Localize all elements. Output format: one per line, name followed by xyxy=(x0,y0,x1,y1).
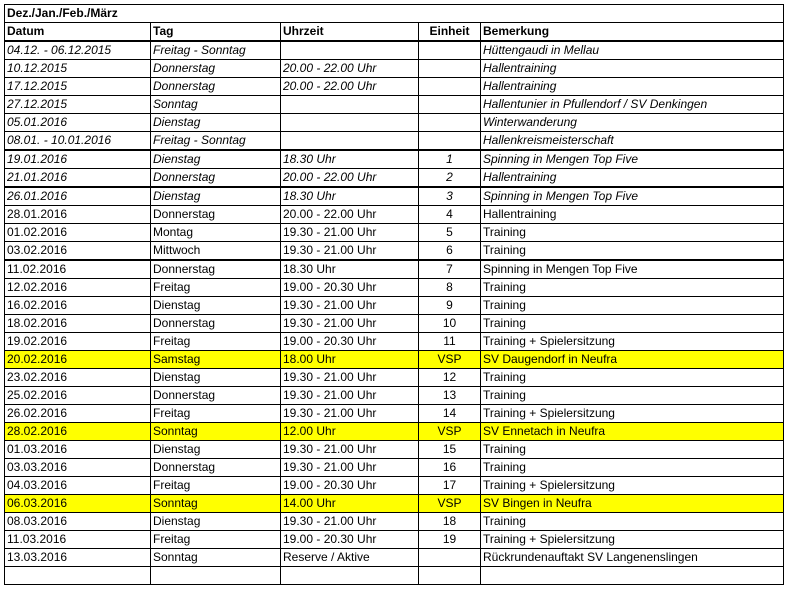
cell-bemerkung[interactable]: Training xyxy=(481,279,784,297)
header-bemerkung[interactable]: Bemerkung xyxy=(481,23,784,42)
cell-uhrzeit[interactable]: 19.30 - 21.00 Uhr xyxy=(281,369,419,387)
cell-einheit[interactable]: 17 xyxy=(419,477,481,495)
cell-bemerkung[interactable]: Training xyxy=(481,315,784,333)
cell-tag[interactable]: Freitag - Sonntag xyxy=(151,41,281,60)
cell-uhrzeit[interactable]: 19.00 - 20.30 Uhr xyxy=(281,333,419,351)
cell-bemerkung[interactable]: Training + Spielersitzung xyxy=(481,531,784,549)
cell-bemerkung[interactable]: Training xyxy=(481,369,784,387)
cell-tag[interactable]: Mittwoch xyxy=(151,242,281,261)
spreadsheet xyxy=(4,4,783,585)
cell-tag[interactable]: Dienstag xyxy=(151,150,281,169)
cell-uhrzeit[interactable]: 19.30 - 21.00 Uhr xyxy=(281,297,419,315)
cell-datum[interactable]: 17.12.2015 xyxy=(5,78,151,96)
cell-datum[interactable]: 11.02.2016 xyxy=(5,260,151,279)
cell-uhrzeit[interactable]: 19.30 - 21.00 Uhr xyxy=(281,387,419,405)
table-row xyxy=(5,351,784,369)
cell-tag[interactable]: Donnerstag xyxy=(151,78,281,96)
cell-einheit[interactable] xyxy=(419,60,481,78)
cell-einheit[interactable]: 15 xyxy=(419,441,481,459)
cell-tag[interactable]: Donnerstag xyxy=(151,459,281,477)
cell-tag[interactable]: Freitag xyxy=(151,279,281,297)
cell-uhrzeit[interactable]: 19.30 - 21.00 Uhr xyxy=(281,405,419,423)
cell-datum[interactable]: 13.03.2016 xyxy=(5,549,151,567)
cell-tag[interactable]: Donnerstag xyxy=(151,206,281,224)
cell-uhrzeit[interactable]: 18.30 Uhr xyxy=(281,150,419,169)
table-row xyxy=(5,279,784,297)
cell-uhrzeit[interactable]: 19.30 - 21.00 Uhr xyxy=(281,513,419,531)
cell-bemerkung[interactable]: Hallentraining xyxy=(481,78,784,96)
table-row xyxy=(5,477,784,495)
cell-einheit[interactable]: 1 xyxy=(419,150,481,169)
table-row xyxy=(5,60,784,78)
cell-tag[interactable]: Sonntag xyxy=(151,423,281,441)
cell-uhrzeit[interactable]: 18.00 Uhr xyxy=(281,351,419,369)
cell-einheit[interactable]: 6 xyxy=(419,242,481,261)
table-row xyxy=(5,441,784,459)
cell-tag[interactable]: Montag xyxy=(151,224,281,242)
cell-tag[interactable]: Sonntag xyxy=(151,495,281,513)
cell-datum[interactable]: 03.02.2016 xyxy=(5,242,151,261)
cell-tag[interactable]: Dienstag xyxy=(151,513,281,531)
cell-datum[interactable]: 11.03.2016 xyxy=(5,531,151,549)
cell-bemerkung[interactable]: Training xyxy=(481,459,784,477)
table-row xyxy=(5,206,784,224)
cell-uhrzeit[interactable]: 19.00 - 20.30 Uhr xyxy=(281,531,419,549)
cell-bemerkung[interactable]: Training xyxy=(481,224,784,242)
cell-einheit[interactable]: 9 xyxy=(419,297,481,315)
cell-uhrzeit[interactable]: 18.30 Uhr xyxy=(281,260,419,279)
schedule-table xyxy=(4,4,784,585)
table-row xyxy=(5,423,784,441)
table-row xyxy=(5,495,784,513)
cell-datum[interactable]: 04.03.2016 xyxy=(5,477,151,495)
cell-einheit[interactable]: VSP xyxy=(419,423,481,441)
cell-datum[interactable]: 06.03.2016 xyxy=(5,495,151,513)
cell-tag[interactable] xyxy=(151,567,281,585)
cell-uhrzeit[interactable] xyxy=(281,41,419,60)
table-row xyxy=(5,260,784,279)
table-row xyxy=(5,549,784,567)
cell-bemerkung[interactable]: SV Bingen in Neufra xyxy=(481,495,784,513)
cell-bemerkung[interactable]: Spinning in Mengen Top Five xyxy=(481,150,784,169)
cell-datum[interactable]: 28.02.2016 xyxy=(5,423,151,441)
table-row xyxy=(5,297,784,315)
cell-bemerkung[interactable] xyxy=(481,567,784,585)
cell-einheit[interactable]: 5 xyxy=(419,224,481,242)
cell-tag[interactable]: Freitag xyxy=(151,477,281,495)
cell-einheit[interactable]: 2 xyxy=(419,169,481,188)
cell-uhrzeit[interactable]: 18.30 Uhr xyxy=(281,187,419,206)
table-row xyxy=(5,405,784,423)
cell-uhrzeit[interactable]: 19.00 - 20.30 Uhr xyxy=(281,477,419,495)
cell-tag[interactable]: Sonntag xyxy=(151,96,281,114)
table-row xyxy=(5,169,784,188)
cell-datum[interactable]: 08.03.2016 xyxy=(5,513,151,531)
table-row xyxy=(5,114,784,132)
cell-einheit[interactable]: 14 xyxy=(419,405,481,423)
cell-uhrzeit[interactable]: 20.00 - 22.00 Uhr xyxy=(281,78,419,96)
cell-bemerkung[interactable]: Winterwanderung xyxy=(481,114,784,132)
table-row xyxy=(5,387,784,405)
title-row-filler[interactable] xyxy=(151,5,784,23)
table-row xyxy=(5,41,784,60)
table-row xyxy=(5,150,784,169)
title-row xyxy=(5,5,784,23)
cell-einheit[interactable] xyxy=(419,114,481,132)
cell-einheit[interactable] xyxy=(419,132,481,151)
header-einheit[interactable]: Einheit xyxy=(419,23,481,42)
cell-einheit[interactable]: 3 xyxy=(419,187,481,206)
cell-uhrzeit[interactable]: 19.30 - 21.00 Uhr xyxy=(281,224,419,242)
cell-bemerkung[interactable]: Training + Spielersitzung xyxy=(481,405,784,423)
cell-bemerkung[interactable]: Training xyxy=(481,441,784,459)
cell-bemerkung[interactable]: Hallentraining xyxy=(481,206,784,224)
cell-datum[interactable]: 27.12.2015 xyxy=(5,96,151,114)
cell-einheit[interactable] xyxy=(419,41,481,60)
table-row xyxy=(5,187,784,206)
cell-uhrzeit[interactable] xyxy=(281,567,419,585)
cell-uhrzeit[interactable] xyxy=(281,96,419,114)
table-row xyxy=(5,459,784,477)
cell-uhrzeit[interactable]: 20.00 - 22.00 Uhr xyxy=(281,60,419,78)
header-row xyxy=(5,23,784,42)
cell-bemerkung[interactable]: Training xyxy=(481,513,784,531)
cell-bemerkung[interactable]: Rückrundenauftakt SV Langenenslingen xyxy=(481,549,784,567)
cell-uhrzeit[interactable]: 20.00 - 22.00 Uhr xyxy=(281,169,419,188)
sheet-title[interactable]: Dez./Jan./Feb./März xyxy=(5,5,151,23)
cell-uhrzeit[interactable]: 12.00 Uhr xyxy=(281,423,419,441)
table-row xyxy=(5,333,784,351)
cell-uhrzeit[interactable]: 19.30 - 21.00 Uhr xyxy=(281,459,419,477)
cell-tag[interactable]: Donnerstag xyxy=(151,387,281,405)
cell-bemerkung[interactable]: Hallentraining xyxy=(481,60,784,78)
cell-uhrzeit[interactable]: 14.00 Uhr xyxy=(281,495,419,513)
cell-datum[interactable]: 05.01.2016 xyxy=(5,114,151,132)
table-row xyxy=(5,224,784,242)
cell-datum[interactable]: 26.01.2016 xyxy=(5,187,151,206)
cell-bemerkung[interactable]: Training + Spielersitzung xyxy=(481,477,784,495)
cell-datum[interactable]: 01.03.2016 xyxy=(5,441,151,459)
cell-einheit[interactable]: 18 xyxy=(419,513,481,531)
cell-tag[interactable]: Dienstag xyxy=(151,114,281,132)
cell-tag[interactable]: Donnerstag xyxy=(151,169,281,188)
cell-bemerkung[interactable]: Hallentunier in Pfullendorf / SV Denkingen xyxy=(481,96,784,114)
header-uhrzeit[interactable]: Uhrzeit xyxy=(281,23,419,42)
cell-datum[interactable]: 16.02.2016 xyxy=(5,297,151,315)
table-row xyxy=(5,132,784,151)
cell-bemerkung[interactable]: Hüttengaudi in Mellau xyxy=(481,41,784,60)
cell-datum[interactable]: 28.01.2016 xyxy=(5,206,151,224)
cell-bemerkung[interactable]: Spinning in Mengen Top Five xyxy=(481,187,784,206)
cell-uhrzeit[interactable]: 19.30 - 21.00 Uhr xyxy=(281,315,419,333)
cell-bemerkung[interactable]: Hallenkreismeisterschaft xyxy=(481,132,784,151)
cell-datum[interactable]: 08.01. - 10.01.2016 xyxy=(5,132,151,151)
table-row xyxy=(5,78,784,96)
cell-bemerkung[interactable]: Spinning in Mengen Top Five xyxy=(481,260,784,279)
cell-uhrzeit[interactable]: 20.00 - 22.00 Uhr xyxy=(281,206,419,224)
cell-uhrzeit[interactable]: 19.00 - 20.30 Uhr xyxy=(281,279,419,297)
cell-uhrzeit[interactable]: 19.30 - 21.00 Uhr xyxy=(281,441,419,459)
cell-tag[interactable]: Donnerstag xyxy=(151,315,281,333)
cell-datum[interactable]: 19.01.2016 xyxy=(5,150,151,169)
header-datum[interactable]: Datum xyxy=(5,23,151,42)
cell-uhrzeit[interactable] xyxy=(281,114,419,132)
cell-einheit[interactable]: 10 xyxy=(419,315,481,333)
cell-tag[interactable]: Sonntag xyxy=(151,549,281,567)
cell-einheit[interactable]: 7 xyxy=(419,260,481,279)
table-row xyxy=(5,369,784,387)
table-row xyxy=(5,513,784,531)
cell-einheit[interactable] xyxy=(419,96,481,114)
cell-datum[interactable]: 10.12.2015 xyxy=(5,60,151,78)
cell-tag[interactable]: Freitag xyxy=(151,405,281,423)
cell-einheit[interactable] xyxy=(419,78,481,96)
cell-einheit[interactable]: 11 xyxy=(419,333,481,351)
cell-tag[interactable]: Samstag xyxy=(151,351,281,369)
cell-datum[interactable]: 18.02.2016 xyxy=(5,315,151,333)
cell-bemerkung[interactable]: Training xyxy=(481,297,784,315)
cell-tag[interactable]: Dienstag xyxy=(151,441,281,459)
cell-tag[interactable]: Dienstag xyxy=(151,187,281,206)
cell-tag[interactable]: Donnerstag xyxy=(151,260,281,279)
cell-bemerkung[interactable]: Training + Spielersitzung xyxy=(481,333,784,351)
cell-einheit[interactable]: VSP xyxy=(419,495,481,513)
cell-tag[interactable]: Donnerstag xyxy=(151,60,281,78)
cell-einheit[interactable]: 19 xyxy=(419,531,481,549)
cell-datum[interactable]: 12.02.2016 xyxy=(5,279,151,297)
cell-datum[interactable] xyxy=(5,567,151,585)
cell-uhrzeit[interactable]: Reserve / Aktive xyxy=(281,549,419,567)
cell-einheit[interactable]: 16 xyxy=(419,459,481,477)
cell-bemerkung[interactable]: SV Ennetach in Neufra xyxy=(481,423,784,441)
cell-datum[interactable]: 04.12. - 06.12.2015 xyxy=(5,41,151,60)
cell-tag[interactable]: Freitag xyxy=(151,333,281,351)
cell-einheit[interactable] xyxy=(419,549,481,567)
cell-datum[interactable]: 21.01.2016 xyxy=(5,169,151,188)
cell-bemerkung[interactable]: Training xyxy=(481,242,784,261)
cell-bemerkung[interactable]: SV Daugendorf in Neufra xyxy=(481,351,784,369)
cell-tag[interactable]: Dienstag xyxy=(151,369,281,387)
cell-einheit[interactable]: VSP xyxy=(419,351,481,369)
cell-einheit[interactable] xyxy=(419,567,481,585)
cell-datum[interactable]: 03.03.2016 xyxy=(5,459,151,477)
table-row xyxy=(5,96,784,114)
cell-datum[interactable]: 01.02.2016 xyxy=(5,224,151,242)
cell-datum[interactable]: 19.02.2016 xyxy=(5,333,151,351)
cell-tag[interactable]: Dienstag xyxy=(151,297,281,315)
cell-bemerkung[interactable]: Hallentraining xyxy=(481,169,784,188)
cell-datum[interactable]: 20.02.2016 xyxy=(5,351,151,369)
cell-tag[interactable]: Freitag xyxy=(151,531,281,549)
cell-datum[interactable]: 26.02.2016 xyxy=(5,405,151,423)
cell-einheit[interactable]: 13 xyxy=(419,387,481,405)
cell-uhrzeit[interactable]: 19.30 - 21.00 Uhr xyxy=(281,242,419,261)
cell-datum[interactable]: 25.02.2016 xyxy=(5,387,151,405)
table-row xyxy=(5,242,784,261)
cell-tag[interactable]: Freitag - Sonntag xyxy=(151,132,281,151)
cell-uhrzeit[interactable] xyxy=(281,132,419,151)
cell-einheit[interactable]: 12 xyxy=(419,369,481,387)
cell-einheit[interactable]: 8 xyxy=(419,279,481,297)
table-row xyxy=(5,531,784,549)
cell-einheit[interactable]: 4 xyxy=(419,206,481,224)
header-tag[interactable]: Tag xyxy=(151,23,281,42)
table-row xyxy=(5,315,784,333)
table-row xyxy=(5,567,784,585)
cell-datum[interactable]: 23.02.2016 xyxy=(5,369,151,387)
cell-bemerkung[interactable]: Training xyxy=(481,387,784,405)
